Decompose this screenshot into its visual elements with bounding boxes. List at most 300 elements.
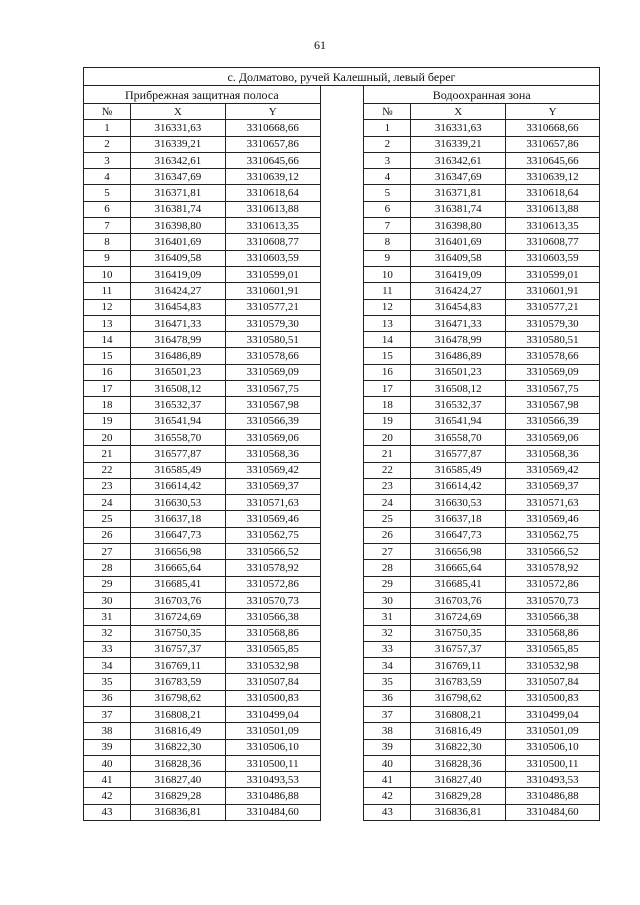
- right-coordinate-x: 316401,69: [411, 234, 506, 250]
- left-point-number: 16: [84, 364, 131, 380]
- left-coordinate-x: 316816,49: [130, 723, 225, 739]
- table-row: [84, 299, 600, 315]
- right-point-number: 21: [364, 446, 411, 462]
- left-coordinate-x: 316577,87: [130, 446, 225, 462]
- right-coordinate-x: 316769,11: [411, 658, 506, 674]
- coordinates-table-body: [84, 68, 600, 821]
- right-coordinate-x: 316637,18: [411, 511, 506, 527]
- left-coordinate-x: 316508,12: [130, 381, 225, 397]
- right-coordinate-y: 3310500,11: [506, 755, 600, 771]
- left-coordinate-x: 316827,40: [130, 772, 225, 788]
- left-coordinate-y: 3310613,88: [225, 201, 320, 217]
- left-point-number: 8: [84, 234, 131, 250]
- right-coordinate-x: 316630,53: [411, 495, 506, 511]
- column-gap: [320, 641, 364, 657]
- right-coordinate-x: 316478,99: [411, 332, 506, 348]
- right-coordinate-y: 3310599,01: [506, 266, 600, 282]
- right-coordinate-y: 3310603,59: [506, 250, 600, 266]
- right-coordinate-x: 316822,30: [411, 739, 506, 755]
- left-point-number: 26: [84, 527, 131, 543]
- table-title-row: [84, 68, 600, 86]
- table-title: с. Долматово, ручей Калешный, левый берег: [84, 68, 600, 86]
- column-gap: [320, 201, 364, 217]
- left-coordinate-y: 3310568,36: [225, 446, 320, 462]
- left-coordinate-x: 316558,70: [130, 429, 225, 445]
- table-row: [84, 478, 600, 494]
- column-gap: [320, 658, 364, 674]
- right-point-number: 29: [364, 576, 411, 592]
- table-row: [84, 527, 600, 543]
- right-point-number: 34: [364, 658, 411, 674]
- table-row: [84, 429, 600, 445]
- table-row: [84, 332, 600, 348]
- right-coordinate-x: 316424,27: [411, 283, 506, 299]
- right-coordinate-y: 3310569,42: [506, 462, 600, 478]
- left-point-number: 17: [84, 381, 131, 397]
- table-row: [84, 788, 600, 804]
- column-gap: [320, 560, 364, 576]
- left-coordinate-x: 316331,63: [130, 120, 225, 136]
- right-point-number: 1: [364, 120, 411, 136]
- right-coordinate-y: 3310568,86: [506, 625, 600, 641]
- left-coordinate-x: 316829,28: [130, 788, 225, 804]
- column-gap: [320, 120, 364, 136]
- right-point-number: 26: [364, 527, 411, 543]
- column-gap: [320, 104, 364, 120]
- left-coordinate-x: 316347,69: [130, 169, 225, 185]
- table-row: [84, 397, 600, 413]
- right-coordinate-y: 3310566,38: [506, 609, 600, 625]
- table-row: [84, 690, 600, 706]
- right-point-number: 20: [364, 429, 411, 445]
- left-coordinate-x: 316486,89: [130, 348, 225, 364]
- left-coordinate-y: 3310568,86: [225, 625, 320, 641]
- column-gap: [320, 690, 364, 706]
- left-coordinate-y: 3310569,37: [225, 478, 320, 494]
- left-coordinate-y: 3310569,42: [225, 462, 320, 478]
- left-header-number: №: [84, 104, 131, 120]
- right-point-number: 9: [364, 250, 411, 266]
- column-gap: [320, 299, 364, 315]
- right-coordinate-y: 3310569,06: [506, 429, 600, 445]
- column-gap: [320, 592, 364, 608]
- table-row: [84, 462, 600, 478]
- right-coordinate-x: 316685,41: [411, 576, 506, 592]
- table-row: [84, 413, 600, 429]
- table-row: [84, 136, 600, 152]
- left-coordinate-x: 316371,81: [130, 185, 225, 201]
- left-point-number: 7: [84, 218, 131, 234]
- left-coordinate-y: 3310506,10: [225, 739, 320, 755]
- left-coordinate-y: 3310484,60: [225, 804, 320, 820]
- left-coordinate-y: 3310501,09: [225, 723, 320, 739]
- table-row: [84, 381, 600, 397]
- left-coordinate-x: 316501,23: [130, 364, 225, 380]
- right-point-number: 3: [364, 152, 411, 168]
- right-point-number: 5: [364, 185, 411, 201]
- right-coordinate-y: 3310577,21: [506, 299, 600, 315]
- left-coordinate-x: 316541,94: [130, 413, 225, 429]
- table-row: [84, 201, 600, 217]
- column-gap: [320, 218, 364, 234]
- left-coordinate-x: 316342,61: [130, 152, 225, 168]
- right-coordinate-y: 3310500,83: [506, 690, 600, 706]
- left-point-number: 41: [84, 772, 131, 788]
- right-coordinate-x: 316808,21: [411, 706, 506, 722]
- right-point-number: 15: [364, 348, 411, 364]
- right-point-number: 27: [364, 544, 411, 560]
- table-row: [84, 218, 600, 234]
- column-header-row: [84, 104, 600, 120]
- left-coordinate-x: 316783,59: [130, 674, 225, 690]
- left-point-number: 30: [84, 592, 131, 608]
- left-point-number: 21: [84, 446, 131, 462]
- table-row: [84, 755, 600, 771]
- table-row: [84, 609, 600, 625]
- right-header-number: №: [364, 104, 411, 120]
- table-row: [84, 772, 600, 788]
- table-row: [84, 495, 600, 511]
- table-row: [84, 723, 600, 739]
- left-coordinate-x: 316478,99: [130, 332, 225, 348]
- column-gap: [320, 364, 364, 380]
- right-coordinate-y: 3310639,12: [506, 169, 600, 185]
- left-point-number: 2: [84, 136, 131, 152]
- right-coordinate-x: 316656,98: [411, 544, 506, 560]
- coordinates-document: [83, 67, 600, 821]
- right-coordinate-y: 3310618,64: [506, 185, 600, 201]
- left-coordinate-y: 3310608,77: [225, 234, 320, 250]
- left-coordinate-x: 316647,73: [130, 527, 225, 543]
- right-point-number: 25: [364, 511, 411, 527]
- right-coordinate-x: 316750,35: [411, 625, 506, 641]
- right-coordinate-y: 3310668,66: [506, 120, 600, 136]
- table-row: [84, 120, 600, 136]
- right-point-number: 32: [364, 625, 411, 641]
- column-gap: [320, 462, 364, 478]
- left-coordinate-y: 3310566,38: [225, 609, 320, 625]
- column-gap: [320, 315, 364, 331]
- left-point-number: 13: [84, 315, 131, 331]
- left-coordinate-x: 316685,41: [130, 576, 225, 592]
- right-coordinate-y: 3310507,84: [506, 674, 600, 690]
- left-point-number: 10: [84, 266, 131, 282]
- right-coordinate-x: 316398,80: [411, 218, 506, 234]
- left-coordinate-y: 3310599,01: [225, 266, 320, 282]
- right-coordinate-x: 316585,49: [411, 462, 506, 478]
- left-coordinate-y: 3310507,84: [225, 674, 320, 690]
- right-point-number: 19: [364, 413, 411, 429]
- right-point-number: 11: [364, 283, 411, 299]
- right-coordinate-y: 3310572,86: [506, 576, 600, 592]
- left-coordinate-x: 316808,21: [130, 706, 225, 722]
- table-row: [84, 348, 600, 364]
- left-coordinate-x: 316614,42: [130, 478, 225, 494]
- left-coordinate-y: 3310579,30: [225, 315, 320, 331]
- left-point-number: 28: [84, 560, 131, 576]
- column-gap: [320, 527, 364, 543]
- left-coordinate-x: 316630,53: [130, 495, 225, 511]
- left-point-number: 15: [84, 348, 131, 364]
- table-row: [84, 250, 600, 266]
- right-coordinate-y: 3310532,98: [506, 658, 600, 674]
- right-coordinate-y: 3310566,52: [506, 544, 600, 560]
- column-gap: [320, 185, 364, 201]
- right-coordinate-y: 3310608,77: [506, 234, 600, 250]
- right-point-number: 8: [364, 234, 411, 250]
- table-row: [84, 266, 600, 282]
- right-point-number: 37: [364, 706, 411, 722]
- right-point-number: 23: [364, 478, 411, 494]
- column-gap: [320, 755, 364, 771]
- left-point-number: 33: [84, 641, 131, 657]
- right-coordinate-y: 3310493,53: [506, 772, 600, 788]
- left-coordinate-y: 3310578,66: [225, 348, 320, 364]
- right-coordinate-y: 3310578,66: [506, 348, 600, 364]
- left-coordinate-x: 316401,69: [130, 234, 225, 250]
- table-row: [84, 658, 600, 674]
- left-coordinate-x: 316724,69: [130, 609, 225, 625]
- right-point-number: 13: [364, 315, 411, 331]
- left-coordinate-y: 3310569,46: [225, 511, 320, 527]
- left-coordinate-y: 3310618,64: [225, 185, 320, 201]
- left-point-number: 20: [84, 429, 131, 445]
- column-gap: [320, 250, 364, 266]
- left-header-x: X: [130, 104, 225, 120]
- left-point-number: 24: [84, 495, 131, 511]
- table-row: [84, 641, 600, 657]
- left-coordinate-x: 316822,30: [130, 739, 225, 755]
- table-row: [84, 739, 600, 755]
- right-point-number: 28: [364, 560, 411, 576]
- right-point-number: 18: [364, 397, 411, 413]
- left-coordinate-x: 316637,18: [130, 511, 225, 527]
- left-coordinate-y: 3310601,91: [225, 283, 320, 299]
- left-point-number: 42: [84, 788, 131, 804]
- left-coordinate-x: 316798,62: [130, 690, 225, 706]
- left-point-number: 36: [84, 690, 131, 706]
- right-coordinate-y: 3310657,86: [506, 136, 600, 152]
- left-coordinate-y: 3310567,98: [225, 397, 320, 413]
- right-coordinate-y: 3310569,37: [506, 478, 600, 494]
- table-row: [84, 576, 600, 592]
- left-coordinate-y: 3310572,86: [225, 576, 320, 592]
- right-coordinate-x: 316454,83: [411, 299, 506, 315]
- right-coordinate-y: 3310569,46: [506, 511, 600, 527]
- left-coordinate-y: 3310603,59: [225, 250, 320, 266]
- column-gap: [320, 169, 364, 185]
- right-point-number: 6: [364, 201, 411, 217]
- right-coordinate-y: 3310499,04: [506, 706, 600, 722]
- right-point-number: 4: [364, 169, 411, 185]
- left-coordinate-y: 3310500,11: [225, 755, 320, 771]
- right-coordinate-y: 3310566,39: [506, 413, 600, 429]
- right-coordinate-x: 316836,81: [411, 804, 506, 820]
- column-gap: [320, 772, 364, 788]
- column-gap: [320, 706, 364, 722]
- right-point-number: 17: [364, 381, 411, 397]
- table-row: [84, 446, 600, 462]
- table-row: [84, 315, 600, 331]
- page-number: 61: [314, 38, 326, 52]
- left-point-number: 38: [84, 723, 131, 739]
- column-gap: [320, 86, 364, 104]
- left-coordinate-x: 316398,80: [130, 218, 225, 234]
- left-point-number: 29: [84, 576, 131, 592]
- left-coordinate-y: 3310569,06: [225, 429, 320, 445]
- right-coordinate-y: 3310601,91: [506, 283, 600, 299]
- right-point-number: 38: [364, 723, 411, 739]
- left-point-number: 35: [84, 674, 131, 690]
- left-coordinate-x: 316471,33: [130, 315, 225, 331]
- left-coordinate-y: 3310570,73: [225, 592, 320, 608]
- right-point-number: 24: [364, 495, 411, 511]
- left-point-number: 1: [84, 120, 131, 136]
- left-point-number: 23: [84, 478, 131, 494]
- right-coordinate-y: 3310567,75: [506, 381, 600, 397]
- right-point-number: 40: [364, 755, 411, 771]
- column-gap: [320, 234, 364, 250]
- left-coordinate-y: 3310566,52: [225, 544, 320, 560]
- right-coordinate-x: 316409,58: [411, 250, 506, 266]
- column-gap: [320, 495, 364, 511]
- right-coordinate-y: 3310578,92: [506, 560, 600, 576]
- left-point-number: 14: [84, 332, 131, 348]
- column-gap: [320, 381, 364, 397]
- left-coordinate-y: 3310486,88: [225, 788, 320, 804]
- left-coordinate-y: 3310613,35: [225, 218, 320, 234]
- column-gap: [320, 413, 364, 429]
- column-gap: [320, 804, 364, 820]
- table-row: [84, 234, 600, 250]
- right-point-number: 33: [364, 641, 411, 657]
- left-coordinate-x: 316836,81: [130, 804, 225, 820]
- column-gap: [320, 576, 364, 592]
- left-coordinate-y: 3310580,51: [225, 332, 320, 348]
- right-coordinate-y: 3310569,09: [506, 364, 600, 380]
- right-point-number: 22: [364, 462, 411, 478]
- left-point-number: 39: [84, 739, 131, 755]
- column-gap: [320, 723, 364, 739]
- right-coordinate-x: 316703,76: [411, 592, 506, 608]
- left-coordinate-y: 3310493,53: [225, 772, 320, 788]
- right-coordinate-y: 3310484,60: [506, 804, 600, 820]
- column-gap: [320, 397, 364, 413]
- left-coordinate-x: 316656,98: [130, 544, 225, 560]
- table-row: [84, 560, 600, 576]
- right-coordinate-x: 316541,94: [411, 413, 506, 429]
- column-gap: [320, 429, 364, 445]
- left-point-number: 19: [84, 413, 131, 429]
- right-coordinate-y: 3310562,75: [506, 527, 600, 543]
- right-point-number: 7: [364, 218, 411, 234]
- left-coordinate-y: 3310532,98: [225, 658, 320, 674]
- right-point-number: 39: [364, 739, 411, 755]
- right-point-number: 42: [364, 788, 411, 804]
- left-coordinate-x: 316424,27: [130, 283, 225, 299]
- right-coordinate-y: 3310568,36: [506, 446, 600, 462]
- right-coordinate-x: 316798,62: [411, 690, 506, 706]
- table-row: [84, 364, 600, 380]
- right-coordinate-x: 316471,33: [411, 315, 506, 331]
- left-coordinate-x: 316532,37: [130, 397, 225, 413]
- section-header-row: [84, 86, 600, 104]
- right-coordinate-x: 316647,73: [411, 527, 506, 543]
- column-gap: [320, 348, 364, 364]
- right-coordinate-y: 3310613,35: [506, 218, 600, 234]
- left-point-number: 9: [84, 250, 131, 266]
- table-row: [84, 625, 600, 641]
- coordinates-table: [83, 67, 600, 821]
- column-gap: [320, 283, 364, 299]
- left-point-number: 22: [84, 462, 131, 478]
- right-coordinate-x: 316532,37: [411, 397, 506, 413]
- right-coordinate-x: 316342,61: [411, 152, 506, 168]
- left-coordinate-y: 3310578,92: [225, 560, 320, 576]
- left-coordinate-x: 316419,09: [130, 266, 225, 282]
- right-point-number: 12: [364, 299, 411, 315]
- left-coordinate-y: 3310562,75: [225, 527, 320, 543]
- right-point-number: 16: [364, 364, 411, 380]
- left-header-y: Y: [225, 104, 320, 120]
- right-coordinate-y: 3310579,30: [506, 315, 600, 331]
- column-gap: [320, 625, 364, 641]
- column-gap: [320, 544, 364, 560]
- left-point-number: 3: [84, 152, 131, 168]
- left-coordinate-x: 316665,64: [130, 560, 225, 576]
- right-point-number: 35: [364, 674, 411, 690]
- left-point-number: 6: [84, 201, 131, 217]
- left-coordinate-y: 3310645,66: [225, 152, 320, 168]
- left-point-number: 12: [84, 299, 131, 315]
- right-coordinate-x: 316558,70: [411, 429, 506, 445]
- left-coordinate-y: 3310577,21: [225, 299, 320, 315]
- table-row: [84, 544, 600, 560]
- left-coordinate-x: 316381,74: [130, 201, 225, 217]
- table-row: [84, 592, 600, 608]
- right-coordinate-x: 316724,69: [411, 609, 506, 625]
- left-coordinate-x: 316454,83: [130, 299, 225, 315]
- right-coordinate-y: 3310613,88: [506, 201, 600, 217]
- left-coordinate-x: 316757,37: [130, 641, 225, 657]
- left-coordinate-x: 316585,49: [130, 462, 225, 478]
- column-gap: [320, 152, 364, 168]
- right-coordinate-x: 316347,69: [411, 169, 506, 185]
- right-coordinate-x: 316829,28: [411, 788, 506, 804]
- right-point-number: 36: [364, 690, 411, 706]
- table-row: [84, 185, 600, 201]
- right-coordinate-x: 316501,23: [411, 364, 506, 380]
- column-gap: [320, 478, 364, 494]
- right-point-number: 2: [364, 136, 411, 152]
- left-coordinate-y: 3310571,63: [225, 495, 320, 511]
- right-point-number: 30: [364, 592, 411, 608]
- left-coordinate-y: 3310657,86: [225, 136, 320, 152]
- column-gap: [320, 136, 364, 152]
- left-coordinate-x: 316828,36: [130, 755, 225, 771]
- right-coordinate-x: 316577,87: [411, 446, 506, 462]
- left-coordinate-y: 3310565,85: [225, 641, 320, 657]
- left-point-number: 31: [84, 609, 131, 625]
- left-point-number: 18: [84, 397, 131, 413]
- table-row: [84, 706, 600, 722]
- left-coordinate-x: 316339,21: [130, 136, 225, 152]
- right-coordinate-x: 316331,63: [411, 120, 506, 136]
- right-point-number: 43: [364, 804, 411, 820]
- section-title-coastal-strip: Прибрежная защитная полоса: [84, 86, 321, 104]
- right-coordinate-x: 316665,64: [411, 560, 506, 576]
- right-coordinate-y: 3310486,88: [506, 788, 600, 804]
